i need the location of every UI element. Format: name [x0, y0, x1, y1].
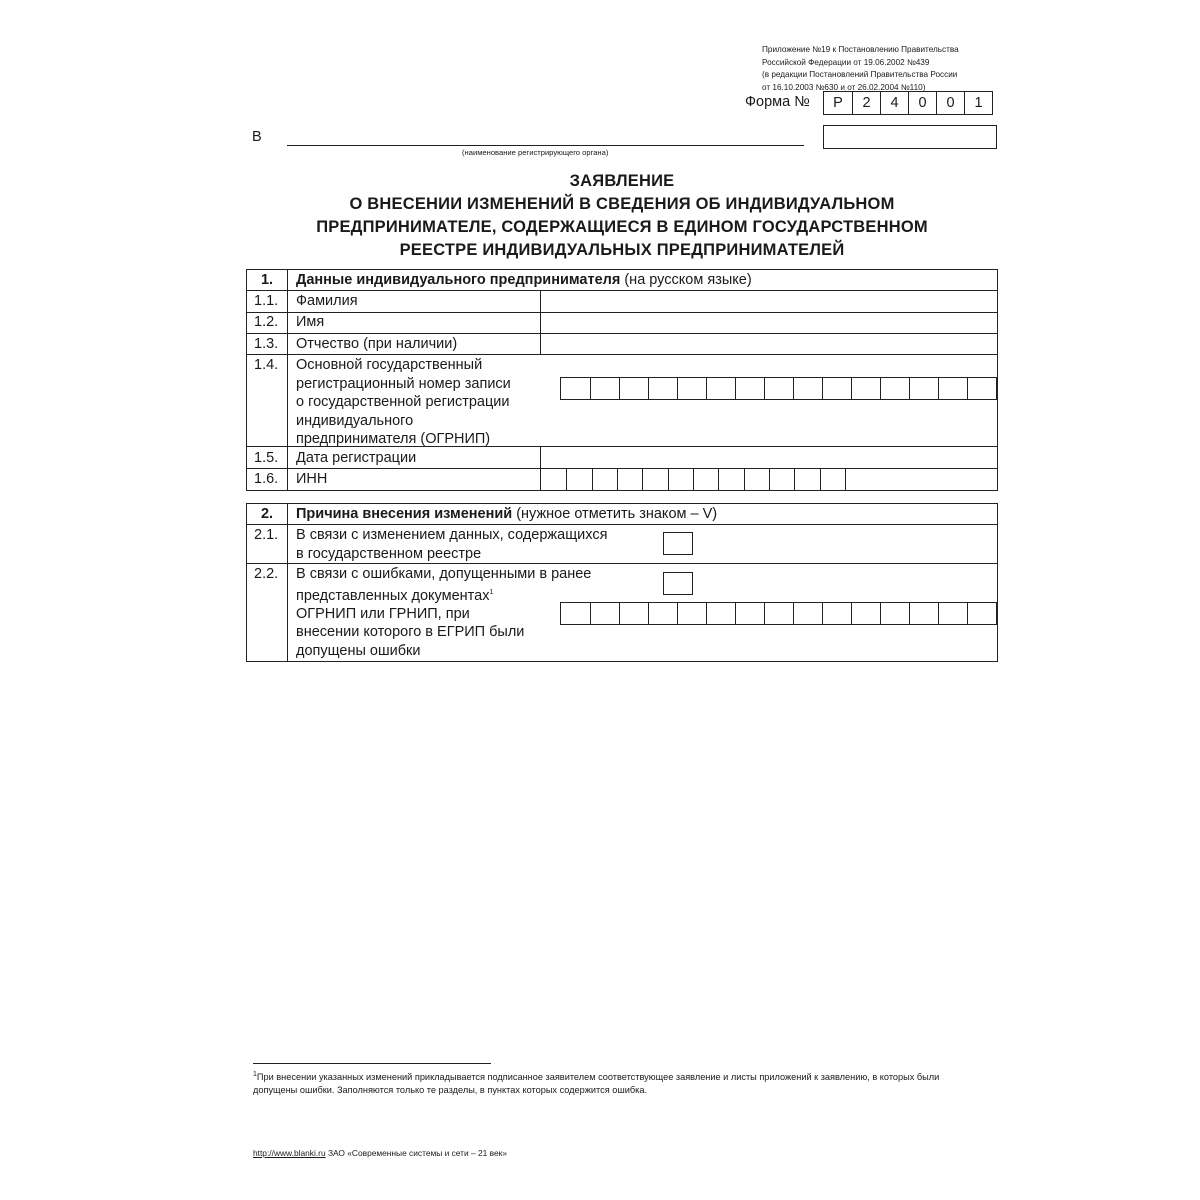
digit-cell[interactable]	[909, 378, 938, 399]
digit-cell[interactable]	[706, 603, 735, 624]
section-title-bold: Данные индивидуального предпринимателя	[296, 272, 621, 288]
surname-field[interactable]	[541, 291, 997, 312]
table-rule	[246, 503, 247, 662]
form-code-char: 0	[908, 92, 936, 114]
label-line: регистрационный номер записи	[296, 375, 511, 392]
row-number: 1.2.	[254, 314, 279, 330]
label-line-text: представленных документах	[296, 587, 490, 604]
digit-cell[interactable]	[677, 603, 706, 624]
table-rule	[246, 269, 247, 491]
section-number: 1.	[260, 272, 274, 288]
row-label-errors	[296, 565, 591, 660]
section-title-note: (нужное отметить знаком – V)	[512, 506, 718, 522]
digit-cell[interactable]	[793, 378, 822, 399]
section-title-note: (на русском языке)	[620, 272, 752, 288]
label-line: В связи с ошибками, допущенными в ранее	[296, 566, 592, 582]
erroneous-ogrnip-cells[interactable]	[560, 602, 997, 625]
section-number: 2.	[260, 506, 274, 522]
row-label-surname: Фамилия	[296, 293, 358, 309]
row-number: 2.1.	[254, 527, 279, 543]
table-rule	[287, 503, 288, 662]
digit-cell[interactable]	[851, 603, 880, 624]
inn-cell-divider	[845, 468, 846, 490]
section-title	[296, 271, 752, 290]
digit-cell[interactable]	[706, 378, 735, 399]
document-title	[240, 170, 1004, 262]
digit-cell[interactable]	[764, 603, 793, 624]
table-rule	[246, 503, 998, 504]
inn-cell-divider	[794, 468, 795, 490]
row-label-reg-date: Дата регистрации	[296, 450, 417, 466]
table-rule	[246, 269, 998, 270]
label-line: ОГРНИП или ГРНИП, при	[296, 605, 470, 622]
footnote-text: При внесении указанных изменений прикладывается подписанное заявителем соответствующее заявление и листы приложений к заявлению, в которых были допущены ошибки. Заполняются только те разделы, в пунктах которых содержится ошибка.	[253, 1072, 940, 1096]
row-label-name: Имя	[296, 314, 325, 330]
digit-cell[interactable]	[735, 603, 764, 624]
inn-cell-divider	[642, 468, 643, 490]
registration-date-field[interactable]	[541, 447, 997, 468]
inn-cell-divider	[617, 468, 618, 490]
digit-cell[interactable]	[967, 603, 996, 624]
recipient-caption: (наименование регистрирующего органа)	[462, 148, 609, 157]
digit-cell[interactable]	[851, 378, 880, 399]
row-number: 2.2.	[254, 566, 279, 582]
legal-note-line: от 16.10.2003 №630 и от 26.02.2004 №110)	[762, 82, 926, 92]
legal-reference-note	[762, 44, 1002, 94]
form-code-char: 2	[852, 92, 880, 114]
section-title	[296, 505, 717, 524]
section-title-bold: Причина внесения изменений	[296, 506, 513, 522]
digit-cell[interactable]	[967, 378, 996, 399]
table-rule	[246, 563, 998, 564]
form-code-char: Р	[833, 95, 843, 111]
inn-cell-divider	[744, 468, 745, 490]
digit-cell[interactable]	[880, 378, 909, 399]
footnote-mark: 1	[253, 1071, 257, 1078]
row-label-inn: ИНН	[296, 471, 328, 487]
inn-cell-divider	[769, 468, 770, 490]
inn-cell-divider	[693, 468, 694, 490]
footnote-mark: 1	[489, 588, 494, 596]
publisher-name: ЗАО «Современные системы и сети – 21 век»	[327, 1148, 507, 1158]
digit-cell[interactable]	[619, 603, 648, 624]
table-rule	[246, 468, 998, 469]
form-code-char: 1	[964, 92, 992, 114]
registration-code-box[interactable]	[823, 125, 997, 149]
legal-note-line: Российской Федерации от 19.06.2002 №439	[762, 57, 930, 67]
digit-cell[interactable]	[677, 378, 706, 399]
recipient-prefix: В	[252, 129, 262, 145]
label-line	[296, 584, 591, 605]
data-change-checkbox[interactable]	[663, 532, 693, 555]
publisher-link[interactable]: http://www.blanki.ru	[253, 1148, 326, 1158]
label-line: о государственной регистрации	[296, 394, 510, 410]
form-code-char: 4	[880, 92, 908, 114]
legal-note-line: (в редакции Постановлений Правительства России	[762, 70, 958, 80]
digit-cell[interactable]	[590, 603, 619, 624]
label-line: индивидуального	[296, 412, 414, 429]
digit-cell[interactable]	[938, 603, 967, 624]
digit-cell[interactable]	[793, 603, 822, 624]
table-rule	[246, 490, 998, 491]
inn-cell-divider	[668, 468, 669, 490]
label-line: предпринимателя (ОГРНИП)	[296, 431, 491, 447]
digit-cell[interactable]	[764, 378, 793, 399]
title-line: РЕЕСТРЕ ИНДИВИДУАЛЬНЫХ ПРЕДПРИНИМАТЕЛЕЙ	[399, 241, 845, 259]
digit-cell[interactable]	[880, 603, 909, 624]
legal-note-line: Приложение №19 к Постановлению Правительства	[762, 45, 959, 54]
digit-cell[interactable]	[938, 378, 967, 399]
title-line: ЗАЯВЛЕНИЕ	[569, 172, 675, 190]
row-number: 1.1.	[254, 293, 279, 309]
footnote	[253, 1068, 983, 1097]
form-code-char: 0	[936, 92, 964, 114]
title-line: ПРЕДПРИНИМАТЕЛЕ, СОДЕРЖАЩИЕСЯ В ЕДИНОМ ГОСУДАРСТВЕННОМ	[316, 218, 928, 236]
row-number: 1.5.	[254, 450, 279, 466]
table-rule	[246, 354, 998, 355]
errors-checkbox[interactable]	[663, 572, 693, 595]
digit-cell[interactable]	[561, 378, 590, 399]
table-rule	[997, 503, 998, 662]
row-label-data-change	[296, 526, 607, 563]
row-label-ogrnip	[296, 356, 511, 449]
recipient-input-line[interactable]	[287, 145, 804, 146]
digit-cell[interactable]	[590, 378, 619, 399]
table-rule	[246, 661, 998, 662]
name-field[interactable]	[541, 313, 997, 333]
label-line: Основной государственный	[296, 357, 483, 373]
label-line: внесении которого в ЕГРИП были	[296, 624, 525, 641]
inn-cell-divider	[566, 468, 567, 490]
digit-cell[interactable]	[735, 378, 764, 399]
inn-cell-divider	[718, 468, 719, 490]
label-line: В связи с изменением данных, содержащихся	[296, 527, 608, 543]
label-line: в государственном реестре	[296, 545, 482, 562]
table-rule	[997, 269, 998, 491]
inn-cell-divider	[820, 468, 821, 490]
digit-cell[interactable]	[648, 378, 677, 399]
row-label-patronymic: Отчество (при наличии)	[296, 336, 458, 352]
patronymic-field[interactable]	[541, 334, 997, 354]
table-rule	[246, 524, 998, 525]
inn-cell-divider	[592, 468, 593, 490]
digit-cell[interactable]	[822, 603, 851, 624]
row-number: 1.6.	[254, 471, 279, 487]
digit-cell[interactable]	[619, 378, 648, 399]
table-rule	[287, 269, 288, 491]
digit-cell[interactable]	[822, 378, 851, 399]
form-number-label: Форма №	[745, 94, 810, 110]
digit-cell[interactable]	[648, 603, 677, 624]
ogrnip-cells[interactable]	[560, 377, 997, 400]
footnote-divider	[253, 1063, 491, 1064]
row-number: 1.3.	[254, 336, 279, 352]
digit-cell[interactable]	[909, 603, 938, 624]
form-code-boxes	[823, 91, 993, 115]
publisher-line	[253, 1148, 507, 1158]
digit-cell[interactable]	[561, 603, 590, 624]
label-line: допущены ошибки	[296, 642, 421, 659]
row-number: 1.4.	[254, 357, 279, 373]
title-line: О ВНЕСЕНИИ ИЗМЕНЕНИЙ В СВЕДЕНИЯ ОБ ИНДИВИДУАЛЬНОМ	[349, 195, 895, 213]
